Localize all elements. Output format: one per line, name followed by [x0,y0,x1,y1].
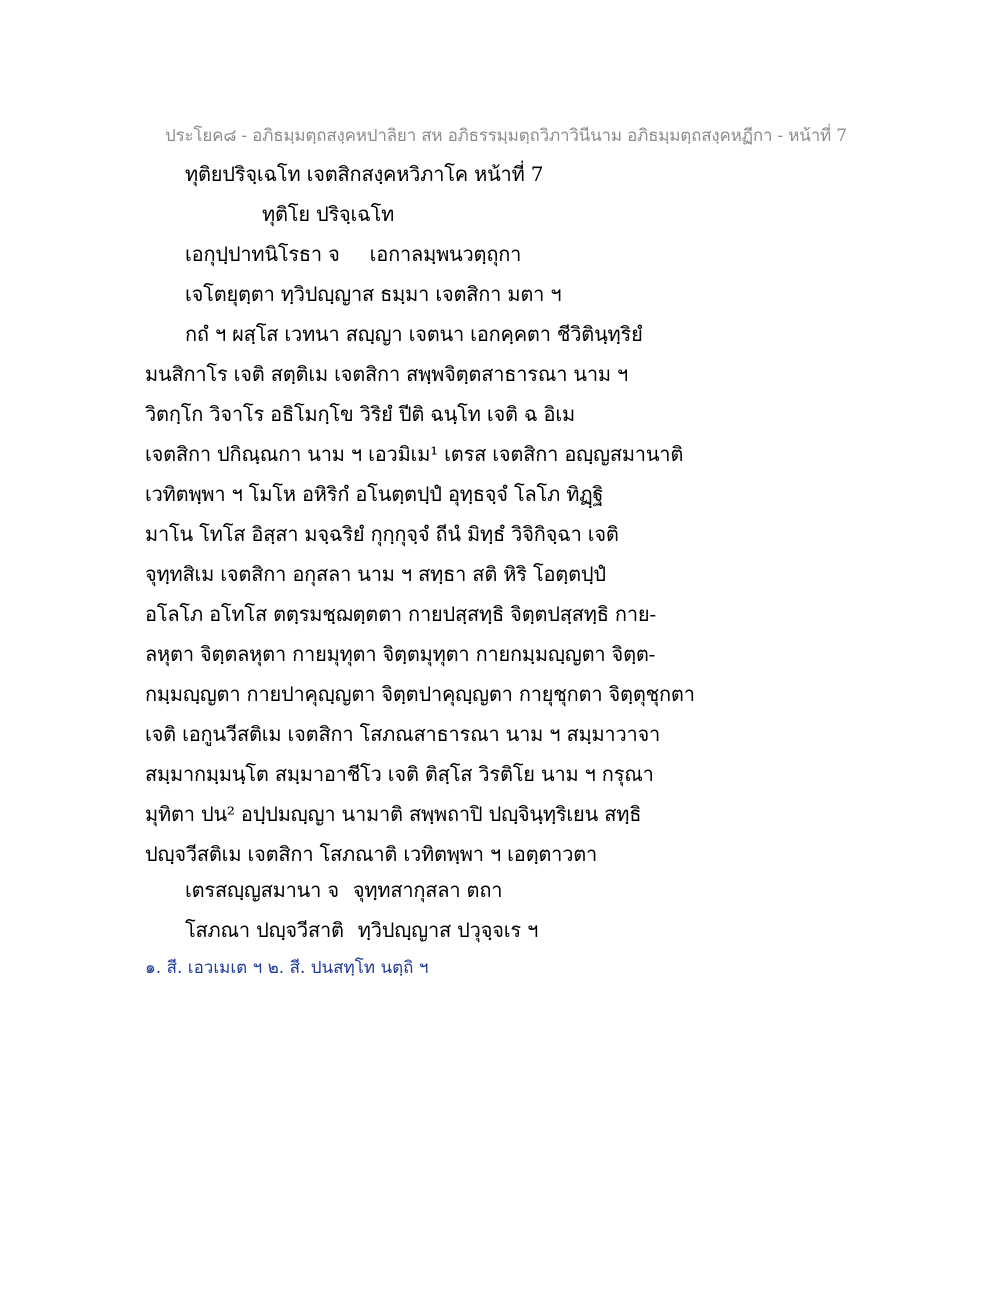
paragraph-line: สมฺมากมฺมนฺโต สมฺมาอาชีโว เจติ ติสฺโส วิรติโย นาม ฯ กรุณา [145,762,654,786]
verse2-line1-a: เตรสญฺญสมานา จ [185,878,339,902]
running-header: ประโยค๘ - อภิธมฺมตฺถสงฺคหปาลิยา สห อภิธรรมฺมตฺถวิภาวินีนาม อภิธมฺมตฺถสงฺคหฏีกา - หน้าที่ 7 [165,126,847,146]
verse2-line2-b: ทฺวิปญฺญาส ปวุจฺจเร ฯ [357,918,539,942]
section-heading: ทุติยปริจฺเฉโท เจตสิกสงฺคหวิภาโค หน้าที่ 7 [185,162,544,186]
verse1-line1 [185,238,521,270]
chapter-title: ทุติโย ปริจฺเฉโท [262,202,395,226]
verse2-line1 [185,874,502,906]
paragraph-line: อโลโภ อโทโส ตตฺรมชฺฌตฺตตา กายปสฺสทฺธิ จิตฺตปสฺสทฺธิ กาย- [145,602,656,626]
verse2-line1-b: จุทฺทสากุสลา ตถา [352,878,503,902]
paragraph-line: มนสิกาโร เจติ สตฺติเม เจตสิกา สพฺพจิตฺตสาธารณา นาม ฯ [145,362,629,386]
verse2-line2-a: โสภณา ปญฺจวีสาติ [185,918,344,942]
paragraph-line: ปญฺจวีสติเม เจตสิกา โสภณาติ เวทิตพฺพา ฯ เอตฺตาวตา [145,842,598,866]
paragraph-line: เจติ เอกูนวีสติเม เจตสิกา โสภณสาธารณา นาม ฯ สมฺมาวาจา [145,722,661,746]
paragraph-line: เจตสิกา ปกิณฺณกา นาม ฯ เอวมิเม¹ เตรส เจตสิกา อญฺญสมานาติ [145,442,684,466]
paragraph-line: จุทฺทสิเม เจตสิกา อกุสลา นาม ฯ สทฺธา สติ หิริ โอตฺตปฺปํ [145,562,606,586]
verse2-line2 [185,914,538,946]
paragraph-line: เวทิตพฺพา ฯ โมโห อหิริกํ อโนตฺตปฺปํ อุทฺธจฺจํ โลโภ ทิฏฺฐิ [145,482,604,506]
paragraph-line: กมฺมญฺญตา กายปาคุญฺญตา จิตฺตปาคุญฺญตา กายุชุกตา จิตฺตุชุกตา [145,682,695,706]
verse1-line2: เจโตยุตฺตา ทฺวิปญฺญาส ธมฺมา เจตสิกา มตา ฯ [185,282,562,306]
footnote: ๑. สี. เอวเมเต ฯ ๒. สี. ปนสทฺโท นตฺถิ ฯ [145,958,429,978]
paragraph-line: วิตกฺโก วิจาโร อธิโมกฺโข วิริยํ ปีติ ฉนฺโท เจติ ฉ อิเม [145,402,575,426]
paragraph-line: กถํ ฯ ผสฺโส เวทนา สญฺญา เจตนา เอกคฺคตา ชีวิตินฺทฺริยํ [185,322,643,346]
verse1-line1-b: เอกาลมฺพนวตฺถุกา [369,242,522,266]
paragraph-line: ลหุตา จิตฺตลหุตา กายมุทุตา จิตฺตมุทุตา กายกมฺมญฺญตา จิตฺต- [145,642,656,666]
paragraph-line: มุทิตา ปน² อปฺปมญฺญา นามาติ สพฺพถาปิ ปญฺจินฺทฺริเยน สทฺธิ [145,802,642,826]
paragraph-line: มาโน โทโส อิสฺสา มจฺฉริยํ กุกฺกุจฺจํ ถีนํ มิทฺธํ วิจิกิจฺฉา เจติ [145,522,619,546]
verse1-line1-a: เอกุปฺปาทนิโรธา จ [185,242,340,266]
